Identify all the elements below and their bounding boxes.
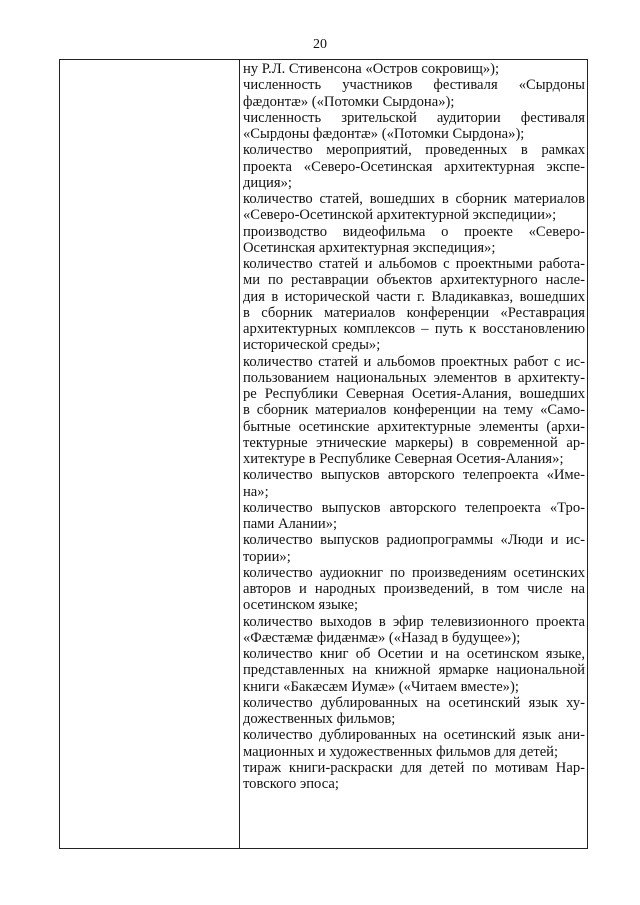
text-line: авторов и народных произведений, в том числе на [243,581,585,597]
text-line: диция»; [243,174,292,191]
text-line: книги «Бакæсæм Иумæ» («Читаем вместе»); [243,678,519,695]
text-line: исторической среды»; [243,337,381,354]
text-line: хитектуре в Республике Северная Осетия-Алания»; [243,451,564,467]
text-line: численность зрительской аудитории фестиваля [243,109,585,126]
text-line: на»; [243,483,269,500]
text-line: ну Р.Л. Стивенсона «Остров сокровищ»); [243,61,500,77]
text-line: ре Республики Северная Осетия-Алания, вошедших [243,386,585,402]
text-line: количество выпусков авторского телепроекта «Тро- [243,499,585,516]
text-line: пользованием национальных элементов в архитекту- [243,369,585,386]
document-table [59,59,588,849]
text-line: бытные осетинские архитектурные элементы (архи- [243,418,585,435]
text-line: количество статей, вошедших в сборник материалов [243,191,585,207]
text-line: мационных и художественных фильмов для детей; [243,743,559,760]
text-line: численность участников фестиваля «Сырдоны [243,77,585,94]
text-line: «Сырдоны фæдонтæ» («Потомки Сырдона»); [243,126,525,142]
text-line: тектурные этнические маркеры) в современной ар- [243,434,585,451]
text-line: товского эпоса; [243,776,339,792]
text-line: количество аудиокниг по произведениям осетинских [243,564,585,581]
text-line: тории»; [243,548,291,565]
table-left-cell [60,60,239,848]
text-line: в сборник материалов конференции «Реставрация [243,304,585,321]
text-line: в сборник материалов конференции на тему «Само- [243,402,585,419]
text-line: «Фæстæмæ фидæнмæ» («Назад в будущее»); [243,629,521,646]
text-line: представленных на книжной ярмарке национальной [243,662,585,679]
text-line: количество статей и альбомов с проектными работа- [243,256,585,272]
text-line: количество мероприятий, проведенных в рамках [243,142,585,159]
text-line: количество выпусков радиопрограммы «Люди и ис- [243,532,585,549]
text-line: количество выпусков авторского телепроекта «Име- [243,467,585,484]
text-line: фæдонтæ» («Потомки Сырдона»); [243,93,455,110]
text-line: Осетинская архитектурная экспедиция»; [243,239,496,256]
text-line: дожественных фильмов; [243,711,396,727]
table-right-cell [243,61,585,792]
text-line: количество дублированных на осетинский язык ани- [243,727,585,744]
column-divider [239,60,240,848]
text-line: дия в исторической части г. Владикавказ, вошедших [243,288,585,305]
page-number: 20 [313,37,327,52]
text-line: тираж книги-раскраски для детей по мотивам Нар- [243,759,585,776]
text-line: производство видеофильма о проекте «Северо- [243,223,585,240]
text-line: количество статей и альбомов проектных работ с ис- [243,353,585,370]
text-line: количество дублированных на осетинский язык ху- [243,694,585,711]
text-line: количество выходов в эфир телевизионного проекта [243,613,585,630]
text-line: осетинском языке; [243,597,359,614]
text-line: «Северо-Осетинской архитектурной экспедиции»; [243,207,557,224]
text-line: ми по реставрации объектов архитектурного насле- [243,272,585,289]
text-line: проекта «Северо-Осетинская архитектурная экспе- [243,158,585,175]
text-line: пами Алании»; [243,516,338,532]
text-line: количество книг об Осетии и на осетинском языке, [243,646,585,662]
text-line: архитектурных комплексов – путь к восстановлению [243,321,585,337]
